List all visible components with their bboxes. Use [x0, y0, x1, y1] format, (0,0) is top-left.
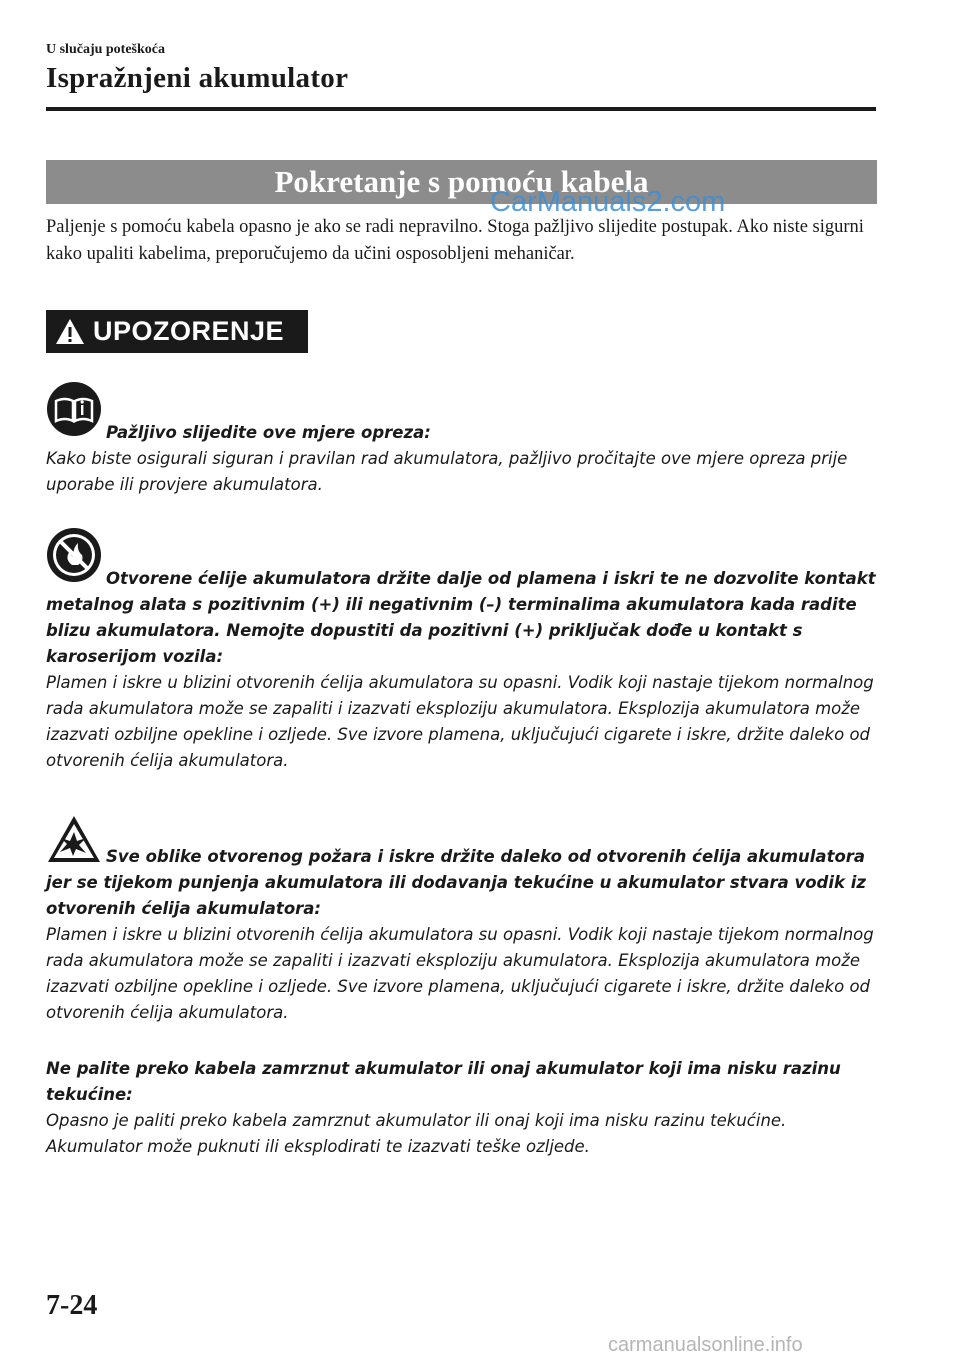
- item-heading: Otvorene ćelije akumulatora držite dalje od plamena i iskri te ne dozvolite kontakt metalnog alata s pozitivnim (+) ili negativnim (–) terminalima akumulatora kada radite blizu akumulatora. Nemojte dopustiti da pozitivni (+) priključak dođe u kontakt s karoserijom vozila:: [46, 569, 876, 666]
- warning-badge: [46, 310, 308, 353]
- watermark-text: CarManuals2.com: [490, 186, 726, 218]
- item-body: Opasno je paliti preko kabela zamrznut akumulator ili onaj koji ima nisku razinu tekućine. Akumulator može puknuti ili eksplodirati te izazvati teške ozljede.: [46, 1111, 787, 1156]
- intro-paragraph: Paljenje s pomoću kabela opasno je ako se radi nepravilno. Stoga pažljivo slijedite postupak. Ako niste sigurni kako upaliti kabelima, preporučujemo da učini osposobljeni mehaničar.: [46, 217, 864, 264]
- caution-item-4: [46, 1056, 876, 1160]
- header-rule: [46, 107, 876, 111]
- item-heading: Ne palite preko kabela zamrznut akumulator ili onaj akumulator koji ima nisku razinu tekućine:: [46, 1059, 841, 1104]
- item-body: Kako biste osigurali siguran i pravilan rad akumulatora, pažljivo pročitajte ove mjere opreza prije uporabe ili provjere akumulatora.: [46, 449, 848, 494]
- caution-item-2: [46, 566, 876, 774]
- item-body: Plamen i iskre u blizini otvorenih ćelija akumulatora su opasni. Vodik koji nastaje tijekom normalnog rada akumulatora može se zapaliti i izazvati eksploziju akumulatora. Eksplozija akumulatora može izazvati ozbiljne opekline i ozljede. Sve izvore plamena, uključujući cigarete i iskre, držite daleko od otvorenih ćelija akumulatora.: [46, 673, 874, 770]
- footer-watermark: carmanualsonline.info: [608, 1334, 803, 1356]
- caution-item-3: [46, 844, 876, 1026]
- warning-triangle-icon: [55, 317, 85, 347]
- item-body: Plamen i iskre u blizini otvorenih ćelija akumulatora su opasni. Vodik koji nastaje tijekom normalnog rada akumulatora može se zapaliti i izazvati eksploziju akumulatora. Eksplozija akumulatora može izazvati ozbiljne opekline i ozljede. Sve izvore plamena, uključujući cigarete i iskre, držite daleko od otvorenih ćelija akumulatora.: [46, 925, 874, 1022]
- chapter-title: Ispražnjeni akumulator: [46, 62, 349, 94]
- item-heading: Pažljivo slijedite ove mjere opreza:: [106, 423, 431, 442]
- item-heading: Sve oblike otvorenog požara i iskre držite daleko od otvorenih ćelija akumulatora jer se tijekom punjenja akumulatora ili dodavanja tekućine u akumulator stvara vodik iz otvorenih ćelija akumulatora:: [46, 847, 867, 918]
- warning-label: UPOZORENJE: [93, 316, 285, 346]
- caution-item-1: [46, 420, 876, 498]
- page-number: 7-24: [46, 1290, 98, 1321]
- section-title: Pokretanje s pomoću kabela: [46, 160, 877, 204]
- breadcrumb: U slučaju poteškoća: [46, 42, 166, 57]
